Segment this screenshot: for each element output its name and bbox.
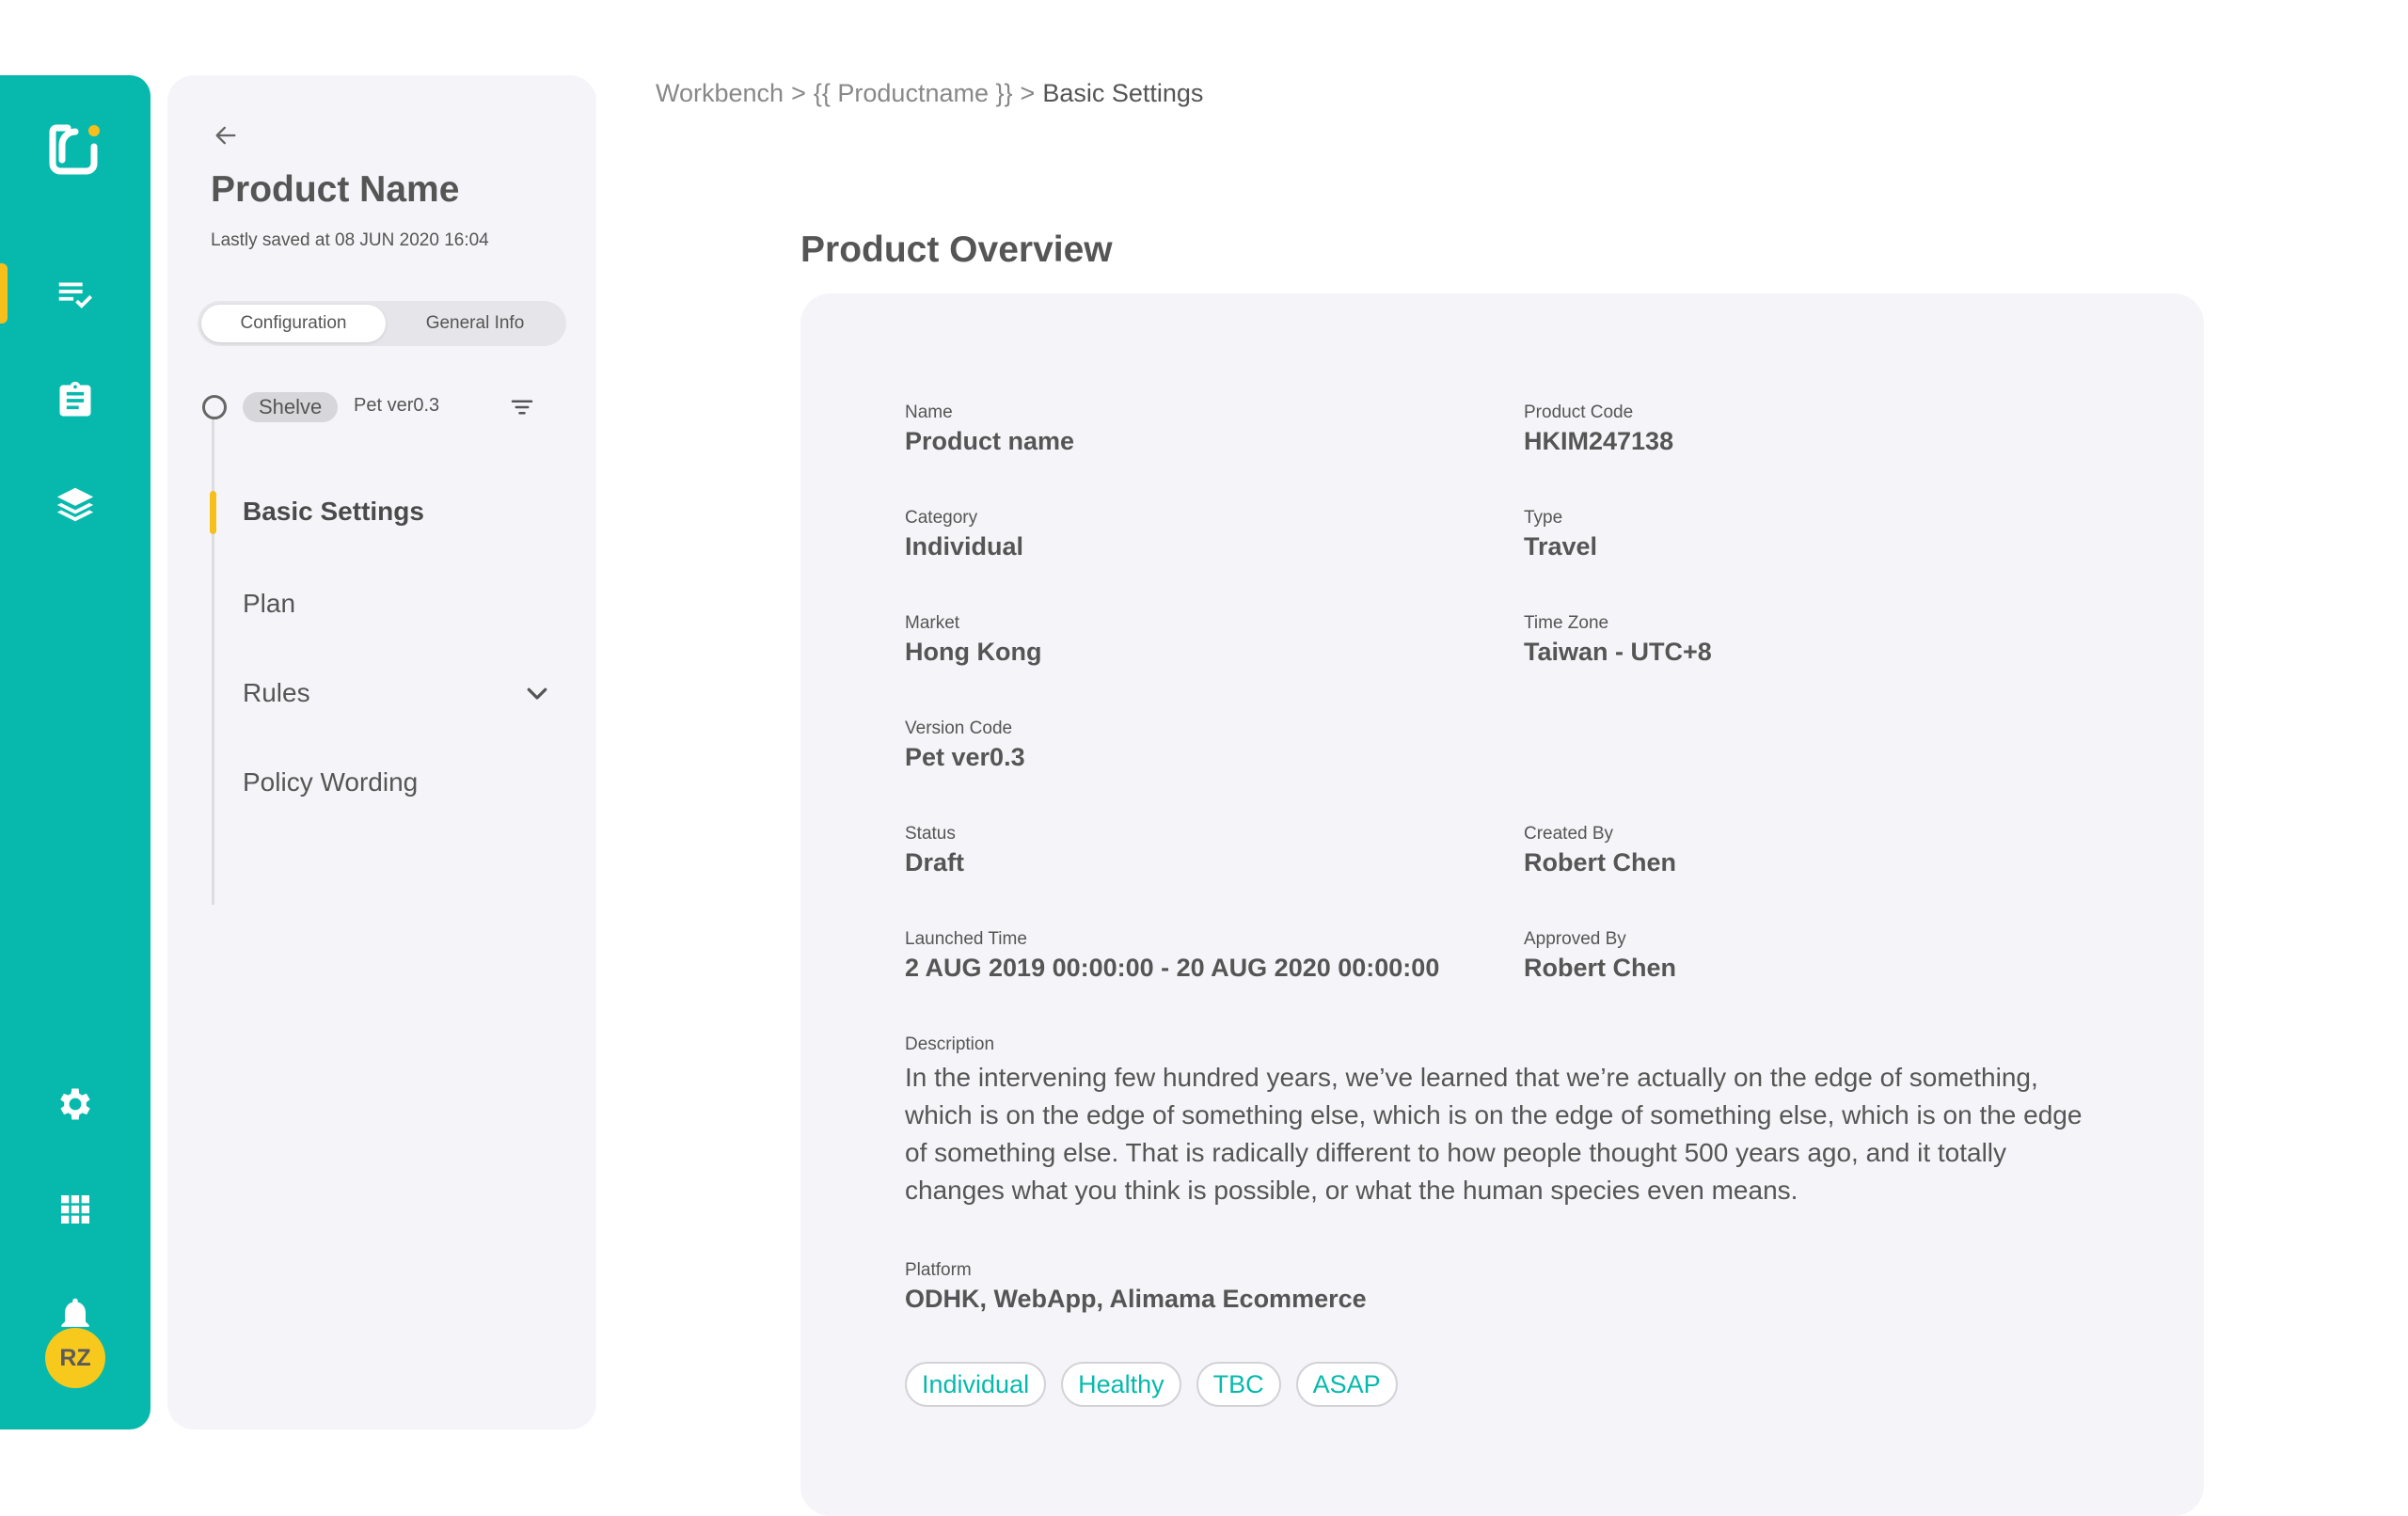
- breadcrumb: [656, 79, 1203, 108]
- field-label: Category: [905, 508, 978, 528]
- field-value: Robert Chen: [1524, 954, 1676, 982]
- breadcrumb-separator: >: [1020, 79, 1036, 107]
- tag-chip[interactable]: Individual: [905, 1362, 1046, 1407]
- clipboard-icon[interactable]: [53, 378, 98, 423]
- nav-basic-settings[interactable]: Basic Settings: [243, 497, 424, 526]
- section-title: Product Overview: [800, 229, 1113, 270]
- field-value: Pet ver0.3: [905, 743, 1025, 771]
- chevron-down-icon[interactable]: [523, 679, 551, 707]
- field-status: [905, 824, 964, 877]
- field-value: ODHK, WebApp, Alimama Ecommerce: [905, 1285, 1367, 1313]
- field-platform: [905, 1260, 1367, 1314]
- field-created-by: [1524, 824, 1676, 877]
- field-label: Market: [905, 613, 960, 633]
- layers-icon[interactable]: [53, 482, 98, 527]
- user-avatar[interactable]: RZ: [45, 1328, 105, 1388]
- active-nav-indicator: [0, 263, 8, 324]
- field-product-code: [1524, 403, 1673, 456]
- field-label: Status: [905, 824, 956, 844]
- nav-plan[interactable]: Plan: [243, 589, 296, 618]
- tree-root-node: [202, 395, 227, 419]
- breadcrumb-current: Basic Settings: [1042, 79, 1204, 107]
- app-logo-icon[interactable]: [49, 122, 102, 177]
- tag-chip[interactable]: TBC: [1196, 1362, 1281, 1407]
- nav-policy-wording[interactable]: Policy Wording: [243, 767, 419, 797]
- field-value: Taiwan - UTC+8: [1524, 638, 1712, 666]
- tag-list: [905, 1362, 1398, 1407]
- field-value: Robert Chen: [1524, 848, 1676, 876]
- view-toggle: [198, 301, 566, 346]
- field-value: 2 AUG 2019 00:00:00 - 20 AUG 2020 00:00:00: [905, 954, 1440, 982]
- field-value: Draft: [905, 848, 965, 876]
- breadcrumb-separator: >: [791, 79, 806, 107]
- last-saved-text: Lastly saved at 08 JUN 2020 16:04: [211, 230, 489, 250]
- nav-rules[interactable]: Rules: [243, 678, 310, 707]
- configuration-tab[interactable]: Configuration: [201, 305, 386, 342]
- field-launched-time: [905, 929, 1439, 983]
- tag-chip[interactable]: Healthy: [1061, 1362, 1181, 1407]
- product-title: Product Name: [211, 169, 460, 210]
- field-label: Version Code: [905, 719, 1013, 738]
- field-label: Approved By: [1524, 929, 1626, 949]
- breadcrumb-product[interactable]: {{ Productname }}: [813, 79, 1013, 107]
- field-approved-by: [1524, 929, 1676, 983]
- field-label: Time Zone: [1524, 613, 1609, 633]
- status-badge: Shelve: [243, 392, 338, 422]
- general-info-tab[interactable]: General Info: [425, 313, 525, 333]
- field-label: Type: [1524, 508, 1563, 528]
- field-label: Launched Time: [905, 929, 1027, 949]
- left-rail: [0, 75, 150, 1429]
- description-text: In the intervening few hundred years, we’ve learned that we’re actually on the edge of something, which is on the edge of something else, which is on the edge of something else, which is on the edge of something else. That is radically different to how people thought 500 years ago, and it totally changes what you think is possible, or what the human species even means.: [905, 1063, 2083, 1205]
- field-time-zone: [1524, 613, 1712, 667]
- field-value: Product name: [905, 427, 1075, 455]
- back-arrow-icon[interactable]: [213, 122, 239, 149]
- field-description: [905, 1034, 2090, 1209]
- product-side-panel: [167, 75, 596, 1429]
- task-list-icon[interactable]: [53, 271, 98, 316]
- filter-icon[interactable]: [508, 393, 536, 421]
- tag-chip[interactable]: ASAP: [1296, 1362, 1398, 1407]
- overview-card: [800, 293, 2204, 1516]
- field-value: Travel: [1524, 532, 1598, 561]
- field-version-code: [905, 719, 1025, 772]
- version-label: Pet ver0.3: [354, 395, 440, 416]
- field-type: [1524, 508, 1597, 561]
- field-category: [905, 508, 1023, 561]
- gear-icon[interactable]: [53, 1082, 98, 1127]
- field-label: Description: [905, 1034, 995, 1054]
- apps-grid-icon[interactable]: [53, 1187, 98, 1232]
- field-label: Product Code: [1524, 403, 1634, 422]
- field-label: Created By: [1524, 824, 1614, 844]
- breadcrumb-workbench[interactable]: Workbench: [656, 79, 784, 107]
- field-market: [905, 613, 1041, 667]
- field-label: Platform: [905, 1260, 972, 1280]
- field-value: Hong Kong: [905, 638, 1042, 666]
- field-value: HKIM247138: [1524, 427, 1674, 455]
- field-value: Individual: [905, 532, 1024, 561]
- field-name: [905, 403, 1074, 456]
- active-section-indicator: [210, 491, 216, 534]
- field-label: Name: [905, 403, 953, 422]
